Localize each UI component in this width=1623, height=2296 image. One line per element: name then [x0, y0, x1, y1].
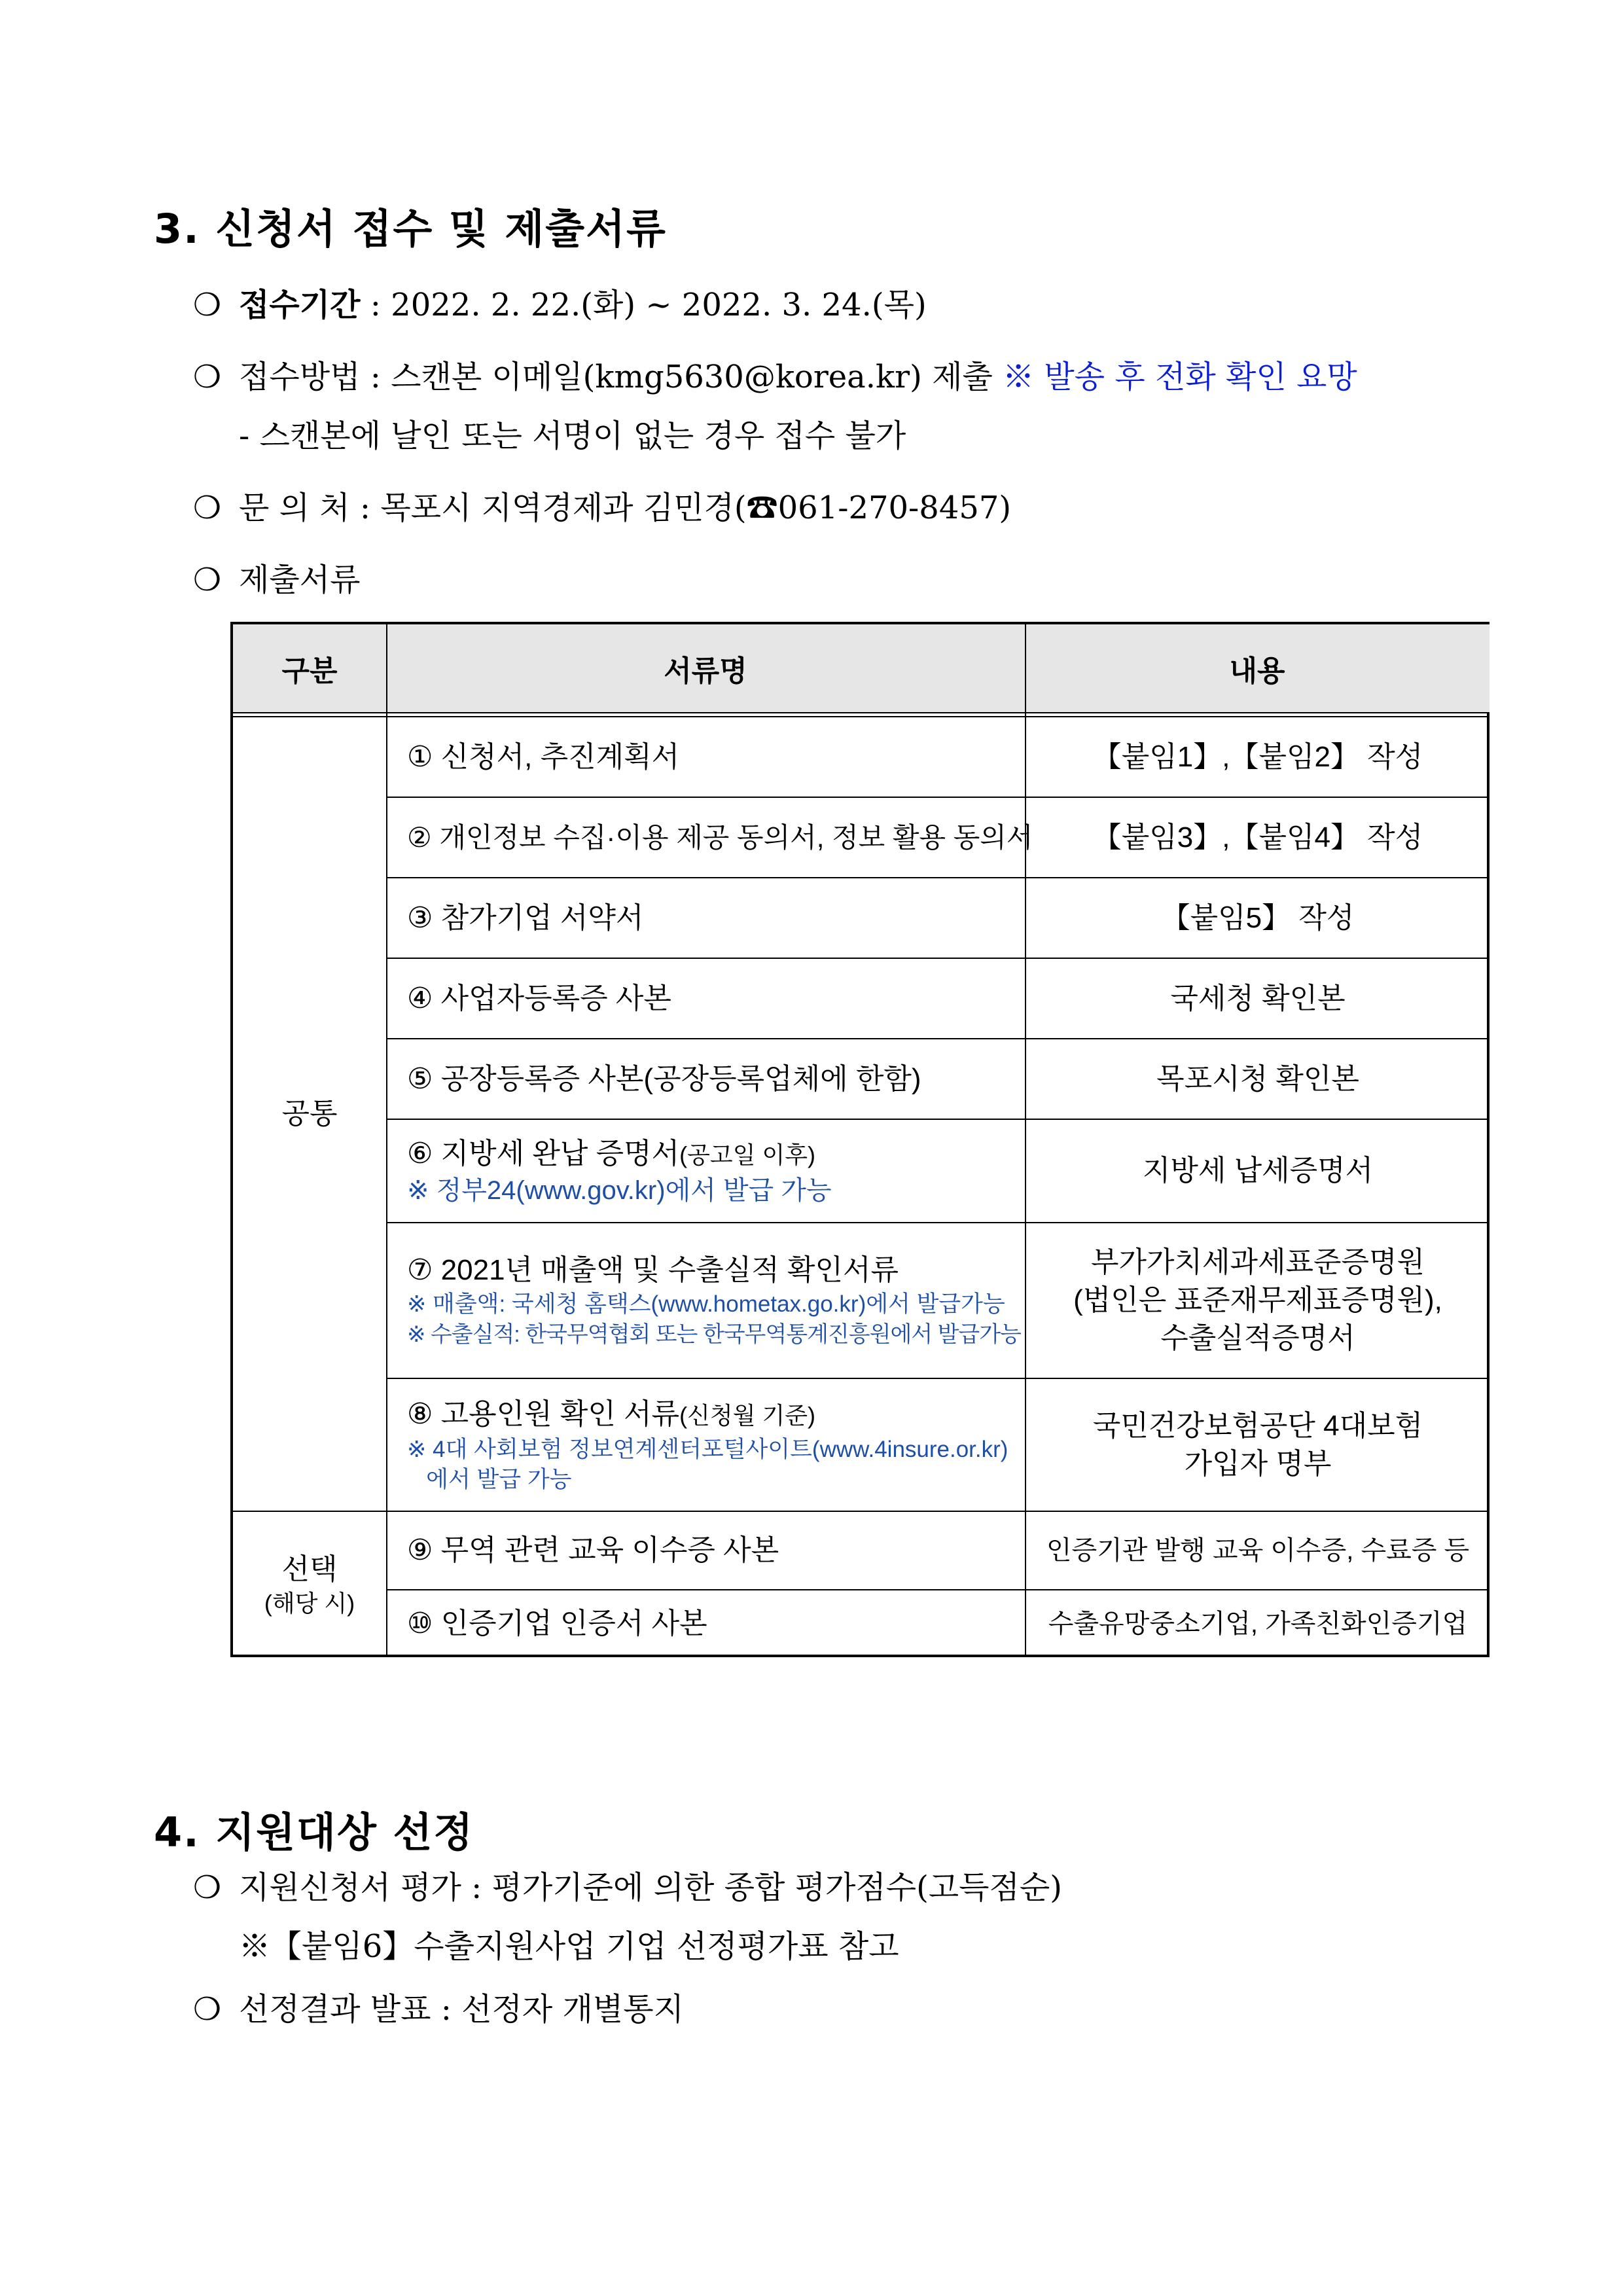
circle-bullet-icon: ❍ — [193, 287, 222, 323]
section-4-title: 4. 지원대상 선정 — [154, 1808, 474, 1856]
table-cell-content: 국민건강보험공단 4대보험 가입자 명부 — [1092, 1409, 1423, 1480]
result-text: 선정결과 발표 : 선정자 개별통지 — [239, 1991, 684, 2028]
period-label: 접수기간 — [239, 287, 361, 323]
bullet-period — [193, 285, 927, 325]
method-label: 접수방법 — [239, 359, 361, 395]
period-value: : 2022. 2. 22.(화) ~ 2022. 3. 24.(목) — [360, 287, 927, 323]
bullet-docs — [193, 560, 360, 600]
table-row: ③ 참가기업 서약서 — [407, 901, 644, 934]
method-sub: - 스캔본에 날인 또는 서명이 없는 경우 접수 불가 — [239, 418, 906, 454]
group-common: 공통 — [281, 1098, 338, 1130]
documents-table — [230, 622, 1489, 1657]
table-row: ⑦ 2021년 매출액 및 수출실적 확인서류 ※ 매출액: 국세청 홈택스(www.hometax.go.kr)에서 발급가능 ※ 수출실적: 한국무역협회 또는 한국무역통계진흥원에서 발급가능 — [407, 1254, 1021, 1347]
table-cell-content: 국세청 확인본 — [1170, 982, 1346, 1014]
table-row: ⑨ 무역 관련 교육 이수증 사본 — [407, 1534, 779, 1566]
table-cell-content: 목포시청 확인본 — [1156, 1062, 1359, 1095]
circle-bullet-icon: ❍ — [193, 1991, 222, 2028]
contact-value: : 목포시 지역경제과 김민경(☎061-270-8457) — [349, 490, 1012, 526]
circle-bullet-icon: ❍ — [193, 1869, 222, 1906]
section-3-title: 3. 신청서 접수 및 제출서류 — [154, 205, 667, 253]
table-cell-content: 【붙임1】,【붙임2】 작성 — [1092, 740, 1423, 773]
header-content: 내용 — [1025, 624, 1489, 712]
bullet-contact — [193, 488, 1011, 528]
table-row: ⑩ 인증기업 인증서 사본 — [407, 1607, 707, 1640]
table-cell-content: 【붙임5】 작성 — [1161, 901, 1355, 934]
contact-label: 문 의 처 — [239, 490, 350, 526]
eval-note: ※【붙임6】수출지원사업 기업 선정평가표 참고 — [239, 1928, 899, 1965]
table-cell-content: 지방세 납세증명서 — [1142, 1155, 1374, 1187]
table-row: ① 신청서, 추진계획서 — [407, 740, 680, 773]
header-category: 구분 — [233, 624, 386, 712]
circle-bullet-icon: ❍ — [193, 562, 222, 598]
bullet-result — [193, 1990, 684, 2029]
table-cell-content: 【붙임3】,【붙임4】 작성 — [1092, 821, 1423, 853]
circle-bullet-icon: ❍ — [193, 359, 222, 395]
docs-label: 제출서류 — [239, 562, 361, 598]
table-row: ⑥ 지방세 완납 증명서(공고일 이후) ※ 정부24(www.gov.kr)에서 발급 가능 — [407, 1138, 832, 1205]
group-optional: 선택 (해당 시) — [264, 1553, 355, 1617]
table-cell-content: 인증기관 발행 교육 이수증, 수료증 등 — [1046, 1536, 1470, 1565]
bullet-method — [193, 357, 1357, 397]
method-note: ※ 발송 후 전화 확인 요망 — [1003, 359, 1357, 395]
table-row: ② 개인정보 수집·이용 제공 동의서, 정보 활용 동의서 — [407, 821, 1033, 853]
circle-bullet-icon: ❍ — [193, 490, 222, 526]
method-value: : 스캔본 이메일(kmg5630@korea.kr) 제출 — [360, 359, 1003, 395]
table-row: ⑤ 공장등록증 사본(공장등록업체에 한함) — [407, 1062, 921, 1095]
eval-text: 지원신청서 평가 : 평가기준에 의한 종합 평가점수(고득점순) — [239, 1869, 1063, 1906]
table-row: ④ 사업자등록증 사본 — [407, 982, 671, 1014]
table-cell-content: 부가가치세과세표준증명원 (법인은 표준재무제표증명원), 수출실적증명서 — [1073, 1246, 1442, 1354]
table-row: ⑧ 고용인원 확인 서류(신청월 기준) ※ 4대 사회보험 정보연계센터포털사이트(www.4insure.or.kr) 에서 발급 가능 — [407, 1397, 1008, 1492]
bullet-eval — [193, 1868, 1062, 1907]
header-document: 서류명 — [386, 624, 1025, 712]
table-cell-content: 수출유망중소기업, 가족친화인증기업 — [1048, 1609, 1468, 1638]
